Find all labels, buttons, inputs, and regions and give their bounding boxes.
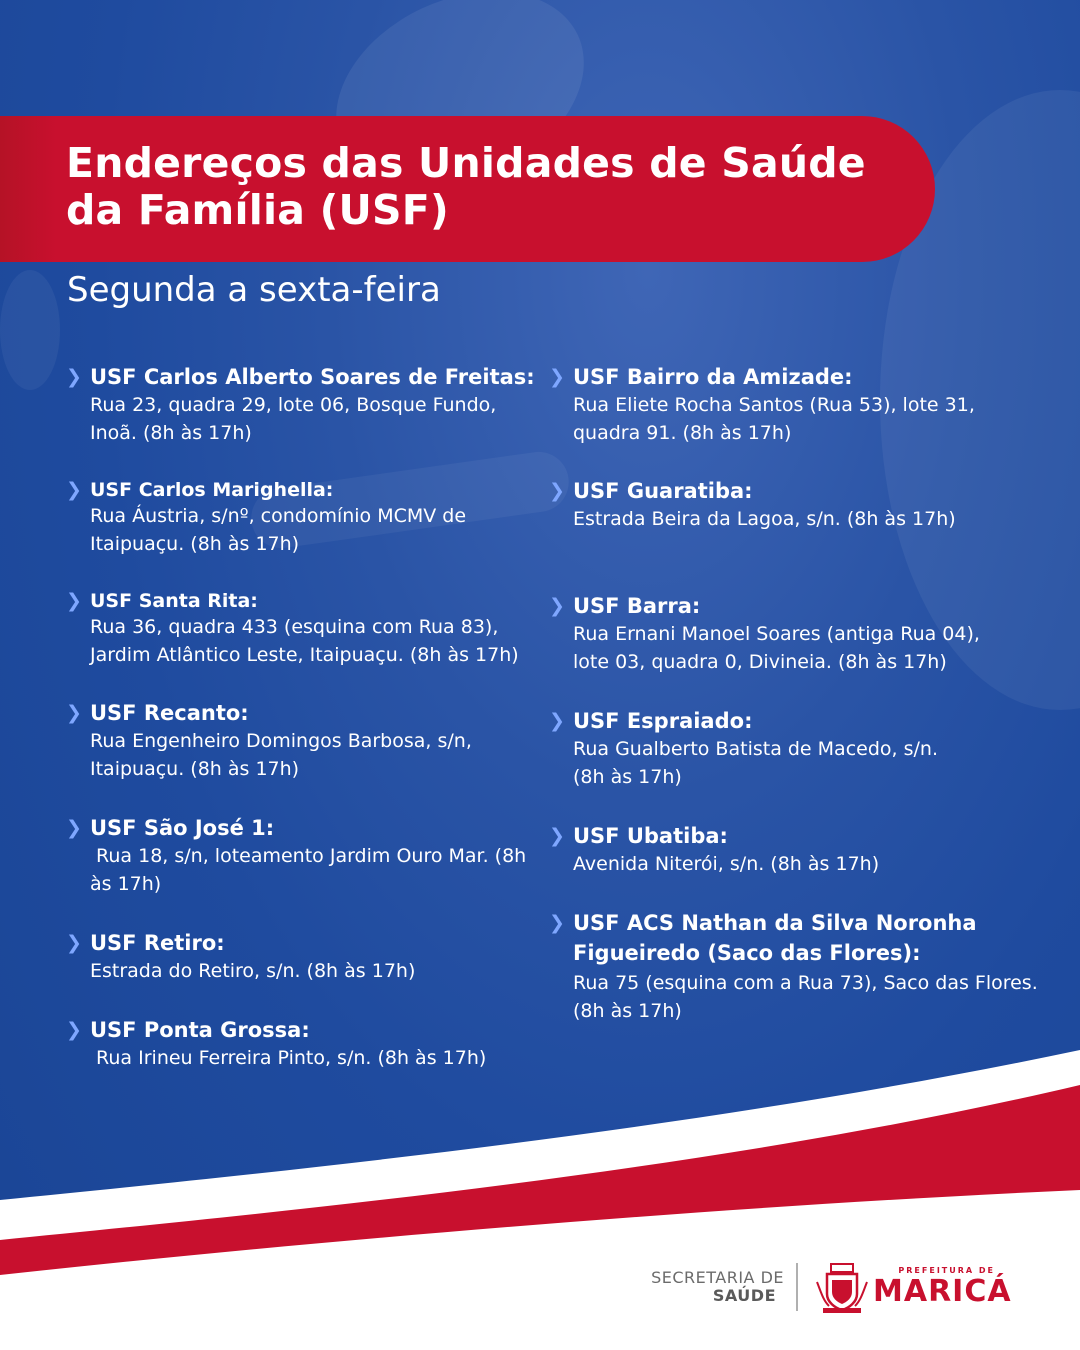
unit-name: USF Ubatiba: bbox=[573, 824, 728, 848]
chevron-right-icon: ❯ bbox=[66, 817, 82, 839]
unit-name: USF Barra: bbox=[573, 594, 701, 618]
unit-name: USF Recanto: bbox=[90, 701, 249, 725]
unit-name: USF Espraiado: bbox=[573, 709, 753, 733]
chevron-right-icon: ❯ bbox=[66, 932, 82, 954]
unit-name: USF Bairro da Amizade: bbox=[573, 365, 853, 389]
unit-name: USF ACS Nathan da Silva Noronha Figueiredo (Saco das Flores): bbox=[573, 911, 977, 965]
logo-divider bbox=[796, 1263, 798, 1311]
chevron-right-icon: ❯ bbox=[549, 480, 565, 502]
background-photo-shape bbox=[0, 270, 60, 390]
page-subtitle: Segunda a sexta-feira bbox=[67, 270, 441, 310]
unit-address: Rua Ernani Manoel Soares (antiga Rua 04), lote 03, quadra 0, Divineia. (8h às 17h) bbox=[573, 623, 980, 673]
chevron-right-icon: ❯ bbox=[66, 366, 82, 388]
secretaria-name: SAÚDE bbox=[712, 1286, 776, 1305]
chevron-right-icon: ❯ bbox=[66, 1019, 82, 1041]
chevron-right-icon: ❯ bbox=[549, 710, 565, 732]
city-crest-icon bbox=[815, 1262, 869, 1314]
chevron-right-icon: ❯ bbox=[66, 479, 82, 501]
chevron-right-icon: ❯ bbox=[549, 595, 565, 617]
chevron-right-icon: ❯ bbox=[66, 590, 82, 612]
unit-address: Rua 23, quadra 29, lote 06, Bosque Fundo, Inoã. (8h às 17h) bbox=[90, 394, 497, 444]
unit-name: USF São José 1: bbox=[90, 816, 275, 840]
city-name: MARICÁ bbox=[873, 1274, 1012, 1309]
unit-name: USF Carlos Alberto Soares de Freitas: bbox=[90, 365, 535, 389]
unit-address: Rua 36, quadra 433 (esquina com Rua 83), Jardim Atlântico Leste, Itaipuaçu. (8h às 17h) bbox=[90, 616, 519, 666]
chevron-right-icon: ❯ bbox=[549, 825, 565, 847]
chevron-right-icon: ❯ bbox=[549, 366, 565, 388]
footer-logos bbox=[610, 1258, 1030, 1328]
unit-address: Rua Gualberto Batista de Macedo, s/n. (8h às 17h) bbox=[573, 738, 938, 788]
unit-address: Rua Eliete Rocha Santos (Rua 53), lote 31, quadra 91. (8h às 17h) bbox=[573, 394, 975, 444]
unit-address: Rua 75 (esquina com a Rua 73), Saco das Flores. (8h às 17h) bbox=[573, 972, 1038, 1022]
unit-address: Estrada do Retiro, s/n. (8h às 17h) bbox=[90, 960, 416, 982]
page-title: Endereços das Unidades de Saúde da Família (USF) bbox=[66, 139, 866, 234]
unit-name: USF Guaratiba: bbox=[573, 479, 753, 503]
unit-name: USF Santa Rita: bbox=[90, 590, 258, 612]
unit-address: Estrada Beira da Lagoa, s/n. (8h às 17h) bbox=[573, 508, 956, 530]
unit-address: Rua Engenheiro Domingos Barbosa, s/n, Itaipuaçu. (8h às 17h) bbox=[90, 730, 472, 780]
unit-address: Rua Irineu Ferreira Pinto, s/n. (8h às 17h) bbox=[90, 1047, 487, 1069]
unit-address: Rua 18, s/n, loteamento Jardim Ouro Mar. (8h às 17h) bbox=[90, 845, 533, 895]
unit-name: USF Ponta Grossa: bbox=[90, 1018, 310, 1042]
secretaria-label: SECRETARIA DE bbox=[651, 1268, 784, 1287]
unit-address: Rua Áustria, s/nº, condomínio MCMV de Itaipuaçu. (8h às 17h) bbox=[90, 505, 467, 555]
unit-name: USF Carlos Marighella: bbox=[90, 479, 334, 501]
chevron-right-icon: ❯ bbox=[549, 912, 565, 934]
chevron-right-icon: ❯ bbox=[66, 702, 82, 724]
unit-name: USF Retiro: bbox=[90, 931, 225, 955]
prefeitura-label: PREFEITURA DE bbox=[898, 1266, 995, 1275]
unit-address: Avenida Niterói, s/n. (8h às 17h) bbox=[573, 853, 880, 875]
